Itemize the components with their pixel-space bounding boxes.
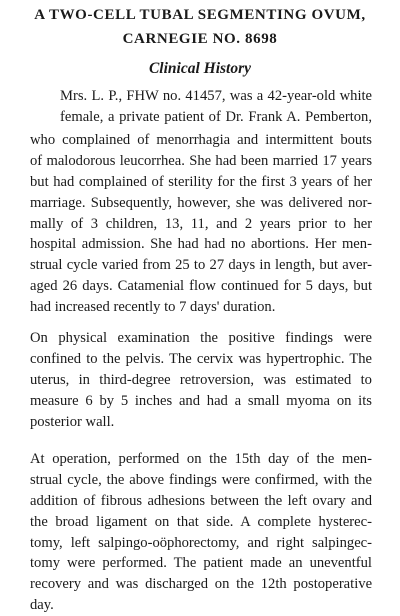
paragraph-line: recovery and was discharged on the 12th postoperative <box>30 576 372 593</box>
paragraph-line: strual cycle varied from 25 to 27 days in length, but aver- <box>30 257 372 274</box>
paragraph-line: female, a private patient of Dr. Frank A. Pemberton, <box>60 108 372 125</box>
paragraph-line: mally of 3 children, 13, 11, and 2 years prior to her <box>30 215 372 232</box>
paragraph-line: Mrs. L. P., FHW no. 41457, was a 42-year-old white <box>60 88 372 104</box>
paragraph-3 <box>30 449 372 616</box>
paragraph-line: posterior wall. <box>30 413 115 430</box>
paragraph-line: strual cycle, the above findings were confirmed, with the <box>30 471 372 488</box>
paragraph-line: marriage. Subsequently, however, she was delivered nor- <box>30 194 372 211</box>
paragraph-line: confined to the pelvis. The cervix was hypertrophic. The <box>30 350 372 367</box>
paragraph-line: tomy, left salpingo-oöphorectomy, and right salpingec- <box>30 534 372 551</box>
paragraph-1 <box>30 86 372 128</box>
paragraph-line: At operation, performed on the 15th day of the men- <box>30 451 372 467</box>
section-heading: Clinical History <box>148 60 252 77</box>
paragraph-line: hospital admission. She had had no abortions. Her men- <box>30 236 372 253</box>
paragraph-line: tomy were performed. The patient made an uneventful <box>30 555 372 572</box>
paragraph-line: had increased recently to 7 days' duration. <box>30 299 276 316</box>
paragraph-line: of malodorous leucorrhea. She had been married 17 years <box>30 152 372 169</box>
paragraph-line: addition of fibrous adhesions between the left ovary and <box>30 492 372 509</box>
paragraph-line: day. <box>30 597 54 614</box>
paragraph-2 <box>30 328 372 432</box>
paragraph-line: but had complained of sterility for the first 3 years of her <box>30 173 372 190</box>
paragraph-line: On physical examination the positive findings were <box>30 330 372 346</box>
article-title-line-1: A TWO-CELL TUBAL SEGMENTING OVUM, <box>34 7 366 23</box>
paragraph-line: measure 6 by 5 inches and had a small myoma on its <box>30 392 372 409</box>
paragraph-1-continued <box>30 130 372 318</box>
paragraph-line: aged 26 days. Catamenial flow continued for 5 days, but <box>30 278 372 295</box>
paragraph-line: uterus, in third-degree retroversion, was estimated to <box>30 371 372 388</box>
paragraph-line: the broad ligament on that side. A complete hysterec- <box>30 513 372 530</box>
paragraph-line: who complained of menorrhagia and intermittent bouts <box>30 132 372 148</box>
article-title-line-2: CARNEGIE NO. 8698 <box>122 31 278 47</box>
